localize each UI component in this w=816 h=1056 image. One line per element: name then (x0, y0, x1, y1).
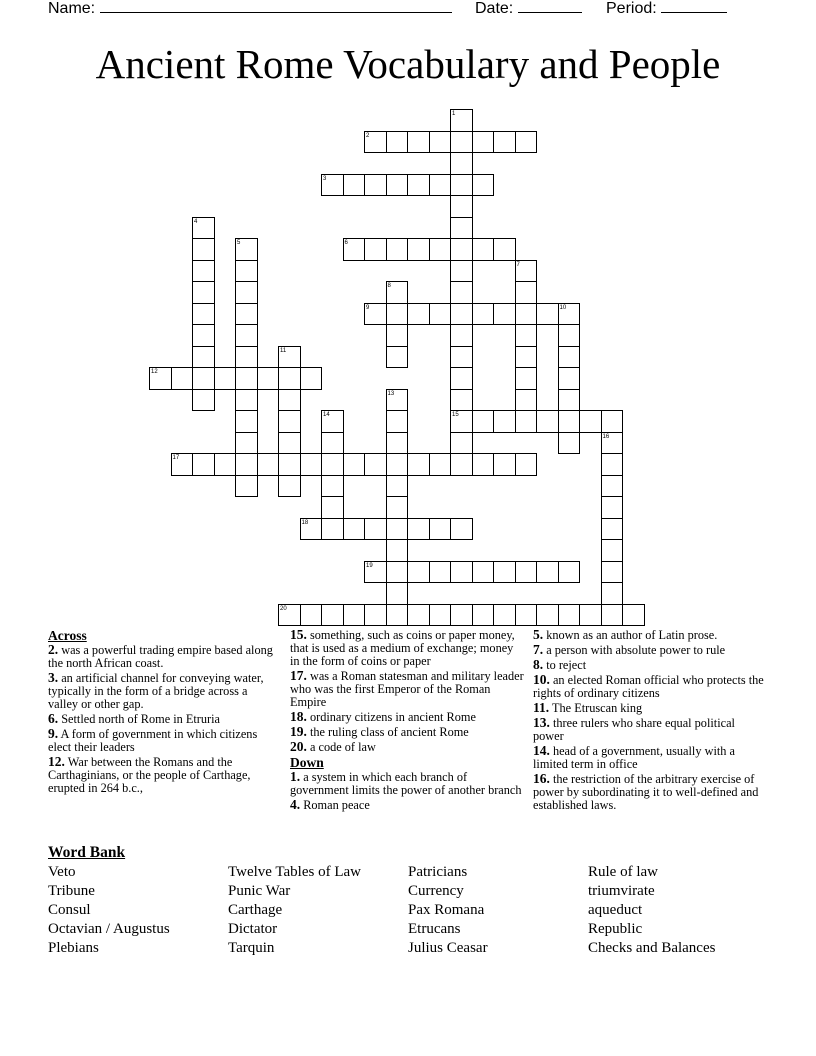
grid-cell[interactable] (579, 410, 602, 433)
word-bank-item: Patricians (408, 864, 468, 880)
clue-number-4: 4 (194, 218, 198, 225)
grid-cell[interactable] (622, 604, 645, 627)
period-field[interactable] (606, 0, 727, 18)
grid-cell[interactable] (278, 367, 301, 390)
clue-across-2: 2. was a powerful trading empire based along the north African coast. (48, 642, 273, 670)
word-bank-item: aqueduct (588, 902, 643, 918)
word-bank-item: Pax Romana (408, 902, 485, 918)
name-field[interactable] (48, 0, 452, 18)
grid-cell[interactable] (429, 131, 452, 154)
grid-cell[interactable] (558, 410, 581, 433)
grid-cell[interactable] (601, 518, 624, 541)
grid-cell[interactable] (386, 453, 409, 476)
grid-cell[interactable] (515, 324, 538, 347)
name-line[interactable] (100, 0, 452, 13)
grid-cell[interactable] (386, 238, 409, 261)
grid-cell[interactable] (472, 303, 495, 326)
grid-cell[interactable] (364, 238, 387, 261)
grid-cell[interactable] (278, 410, 301, 433)
clue-number-7: 7 (516, 261, 520, 268)
grid-cell[interactable] (450, 432, 473, 455)
clue-down-8: 8. to reject (533, 657, 587, 672)
clues-column-1 (48, 628, 274, 796)
grid-cell[interactable] (321, 604, 344, 627)
clue-across-18: 18. ordinary citizens in ancient Rome (290, 709, 476, 724)
grid-cell[interactable] (450, 152, 473, 175)
grid-cell[interactable] (601, 561, 624, 584)
grid-cell[interactable] (493, 238, 516, 261)
grid-cell[interactable] (386, 496, 409, 519)
grid-cell[interactable] (515, 303, 538, 326)
clue-down-4: 4. Roman peace (290, 797, 370, 812)
word-bank-item: Etrucans (408, 921, 461, 937)
clue-number-14: 14 (323, 412, 330, 418)
down-heading: Down (290, 755, 324, 770)
clue-number-16: 16 (602, 433, 610, 440)
grid-cell[interactable] (558, 367, 581, 390)
word-bank-item: Rule of law (588, 864, 658, 880)
grid-cell[interactable] (321, 432, 344, 455)
grid-cell[interactable] (407, 303, 430, 326)
grid-cell[interactable] (386, 475, 409, 498)
grid-cell[interactable] (192, 389, 215, 412)
clue-number-17: 17 (172, 455, 180, 461)
grid-cell[interactable] (429, 174, 452, 197)
grid-cell[interactable] (192, 260, 215, 283)
page-title: Ancient Rome Vocabulary and People (95, 41, 721, 87)
word-bank-item: Twelve Tables of Law (228, 864, 361, 880)
clue-number-3: 3 (323, 175, 327, 182)
grid-cell[interactable] (450, 453, 473, 476)
grid-cell[interactable] (515, 604, 538, 627)
clue-down-10: 10. an elected Roman official who protects the rights of ordinary citizens (533, 672, 764, 700)
grid-cell[interactable] (515, 410, 538, 433)
grid-cell[interactable] (278, 453, 301, 476)
period-line[interactable] (661, 0, 727, 13)
clue-number-12: 12 (151, 369, 158, 375)
grid-cell[interactable] (278, 389, 301, 412)
clue-number-15: 15 (452, 412, 459, 418)
clue-across-15: 15. something, such as coins or paper money, that is used as a medium of exchange; money in the form of coins or paper (290, 627, 515, 668)
grid-cell[interactable] (558, 432, 581, 455)
grid-cell[interactable] (343, 174, 366, 197)
clue-number-18: 18 (301, 519, 309, 526)
grid-cell[interactable] (515, 281, 538, 304)
grid-cell[interactable] (450, 604, 473, 627)
grid-cell[interactable] (386, 604, 409, 627)
grid-cell[interactable] (558, 389, 581, 412)
clue-across-17: 17. was a Roman statesman and military leader who was the first Emperor of the Roman Empire (290, 668, 524, 709)
grid-cell[interactable] (601, 496, 624, 519)
grid-cell[interactable] (450, 561, 473, 584)
clue-down-1: 1. a system in which each branch of government limits the power of another branch (290, 769, 522, 797)
grid-cell[interactable] (450, 324, 473, 347)
grid-cell[interactable] (235, 432, 258, 455)
clues-column-2 (290, 628, 525, 813)
grid-cell[interactable] (472, 410, 495, 433)
clue-down-11: 11. The Etruscan king (533, 700, 643, 715)
grid-cell[interactable] (171, 367, 194, 390)
word-bank-item: Veto (48, 864, 76, 880)
grid-cell[interactable] (343, 518, 366, 541)
grid-cell[interactable] (493, 131, 516, 154)
grid-cell[interactable] (321, 518, 344, 541)
grid-cell[interactable] (450, 303, 473, 326)
grid-cell[interactable] (450, 260, 473, 283)
grid-cell[interactable] (386, 131, 409, 154)
word-bank-item: Octavian / Augustus (48, 921, 170, 937)
grid-cell[interactable] (472, 174, 495, 197)
grid-cell[interactable] (515, 131, 538, 154)
grid-cell[interactable] (407, 238, 430, 261)
grid-cell[interactable] (493, 303, 516, 326)
grid-cell[interactable] (364, 174, 387, 197)
word-bank-item: Republic (588, 921, 643, 937)
grid-cell[interactable] (601, 604, 624, 627)
word-bank-item: Punic War (228, 883, 291, 899)
grid-cell[interactable] (515, 367, 538, 390)
clue-across-3: 3. an artificial channel for conveying water, typically in the form of a bridge across a valley or other gap. (48, 670, 264, 711)
grid-cell[interactable] (601, 539, 624, 562)
grid-cell[interactable] (235, 281, 258, 304)
across-heading: Across (48, 628, 87, 643)
grid-cell[interactable] (343, 604, 366, 627)
word-bank-item: Currency (408, 883, 464, 899)
grid-cell[interactable] (235, 389, 258, 412)
clue-number-2: 2 (366, 132, 370, 139)
grid-cell[interactable] (493, 410, 516, 433)
clue-down-13: 13. three rulers who share equal political power (533, 715, 735, 743)
grid-cell[interactable] (257, 453, 280, 476)
grid-cell[interactable] (386, 518, 409, 541)
grid-cell[interactable] (536, 303, 559, 326)
grid-cell[interactable] (278, 475, 301, 498)
grid-cell[interactable] (386, 346, 409, 369)
clue-across-19: 19. the ruling class of ancient Rome (290, 724, 469, 739)
grid-cell[interactable] (450, 217, 473, 240)
grid-cell[interactable] (472, 131, 495, 154)
period-label: Period: (606, 0, 657, 17)
grid-cell[interactable] (601, 475, 624, 498)
word-bank-item: Julius Ceasar (408, 940, 488, 956)
clue-across-9: 9. A form of government in which citizens elect their leaders (48, 726, 258, 754)
grid-cell[interactable] (214, 367, 237, 390)
grid-cell[interactable] (192, 453, 215, 476)
grid-cell[interactable] (515, 453, 538, 476)
clue-number-13: 13 (387, 390, 395, 397)
grid-cell[interactable] (386, 324, 409, 347)
grid-cell[interactable] (429, 238, 452, 261)
grid-cell[interactable] (450, 518, 473, 541)
grid-cell[interactable] (321, 496, 344, 519)
grid-cell[interactable] (558, 346, 581, 369)
clue-across-12: 12. War between the Romans and the Carthaginians, or the people of Carthage, erupted in 264 b.c., (48, 754, 251, 795)
word-bank-item: Tarquin (228, 940, 275, 956)
grid-cell[interactable] (386, 303, 409, 326)
grid-cell[interactable] (558, 561, 581, 584)
grid-cell[interactable] (235, 260, 258, 283)
grid-cell[interactable] (386, 174, 409, 197)
date-field[interactable] (475, 0, 582, 18)
clue-number-8: 8 (387, 283, 391, 289)
grid-cell[interactable] (300, 604, 323, 627)
grid-cell[interactable] (407, 604, 430, 627)
clue-number-19: 19 (366, 562, 373, 569)
grid-cell[interactable] (235, 367, 258, 390)
clue-across-6: 6. Settled north of Rome in Etruria (48, 711, 221, 726)
grid-cell[interactable] (386, 410, 409, 433)
grid-cell[interactable] (300, 367, 323, 390)
grid-cell[interactable] (450, 195, 473, 218)
grid-cell[interactable] (429, 303, 452, 326)
grid-cell[interactable] (257, 367, 280, 390)
grid-cell[interactable] (472, 561, 495, 584)
grid-cell[interactable] (450, 346, 473, 369)
grid-cell[interactable] (386, 539, 409, 562)
grid-cell[interactable] (407, 453, 430, 476)
grid-cell[interactable] (472, 453, 495, 476)
grid-cell[interactable] (278, 432, 301, 455)
grid-cell[interactable] (407, 518, 430, 541)
grid-cell[interactable] (364, 604, 387, 627)
grid-cell[interactable] (429, 453, 452, 476)
grid-cell[interactable] (536, 561, 559, 584)
clue-number-10: 10 (559, 304, 567, 311)
grid-cell[interactable] (429, 518, 452, 541)
word-bank-column-2 (228, 863, 361, 958)
clues-column-3 (533, 628, 768, 813)
grid-cell[interactable] (493, 453, 516, 476)
grid-cell[interactable] (407, 174, 430, 197)
clue-number-6: 6 (344, 240, 348, 246)
grid-cell[interactable] (364, 518, 387, 541)
clue-number-9: 9 (366, 304, 370, 311)
grid-cell[interactable] (300, 453, 323, 476)
word-bank-item: Checks and Balances (588, 940, 716, 956)
word-bank-item: Plebians (48, 940, 99, 956)
clue-number-5: 5 (237, 240, 241, 246)
grid-cell[interactable] (235, 410, 258, 433)
word-bank-title: Word Bank (48, 844, 126, 861)
grid-cell[interactable] (386, 582, 409, 605)
word-bank-column-3 (408, 863, 488, 958)
grid-cell[interactable] (192, 324, 215, 347)
grid-cell[interactable] (515, 389, 538, 412)
grid-cell[interactable] (192, 281, 215, 304)
grid-cell[interactable] (235, 324, 258, 347)
date-line[interactable] (518, 0, 582, 13)
grid-cell[interactable] (601, 410, 624, 433)
grid-cell[interactable] (601, 582, 624, 605)
grid-cell[interactable] (192, 367, 215, 390)
clue-across-20: 20. a code of law (290, 739, 376, 754)
grid-cell[interactable] (536, 604, 559, 627)
grid-cell[interactable] (343, 453, 366, 476)
grid-cell[interactable] (493, 604, 516, 627)
grid-cell[interactable] (386, 432, 409, 455)
clue-number-11: 11 (280, 347, 287, 354)
word-bank-item: Dictator (228, 921, 278, 937)
grid-cell[interactable] (450, 281, 473, 304)
word-bank-item: triumvirate (588, 883, 655, 899)
grid-cell[interactable] (192, 238, 215, 261)
clue-down-14: 14. head of a government, usually with a limited term in office (533, 743, 735, 771)
grid-cell[interactable] (429, 604, 452, 627)
word-bank-item: Consul (48, 902, 91, 918)
grid-cell[interactable] (493, 561, 516, 584)
grid-cell[interactable] (192, 303, 215, 326)
grid-cell[interactable] (472, 604, 495, 627)
grid-cell[interactable] (192, 346, 215, 369)
grid-cell[interactable] (450, 389, 473, 412)
grid-cell[interactable] (407, 131, 430, 154)
word-bank-item: Tribune (48, 883, 95, 899)
grid-cell[interactable] (450, 131, 473, 154)
grid-cell[interactable] (472, 238, 495, 261)
clue-down-5: 5. known as an author of Latin prose. (533, 627, 718, 642)
word-bank-item: Carthage (228, 902, 283, 918)
grid-cell[interactable] (536, 410, 559, 433)
grid-cell[interactable] (235, 475, 258, 498)
grid-cell[interactable] (235, 346, 258, 369)
clue-down-7: 7. a person with absolute power to rule (533, 642, 726, 657)
grid-cell[interactable] (364, 453, 387, 476)
grid-cell[interactable] (515, 346, 538, 369)
grid-cell[interactable] (450, 367, 473, 390)
grid-cell[interactable] (235, 303, 258, 326)
clue-down-16: 16. the restriction of the arbitrary exercise of power by subordinating it to well-defined and established laws. (533, 771, 759, 812)
name-label: Name: (48, 0, 96, 17)
word-bank-column-4 (588, 863, 715, 958)
grid-cell[interactable] (450, 238, 473, 261)
date-label: Date: (475, 0, 514, 17)
clue-number-20: 20 (280, 605, 287, 612)
grid-cell[interactable] (321, 475, 344, 498)
grid-cell[interactable] (407, 561, 430, 584)
grid-cell[interactable] (386, 561, 409, 584)
grid-cell[interactable] (515, 561, 538, 584)
grid-cell[interactable] (558, 604, 581, 627)
grid-cell[interactable] (601, 453, 624, 476)
word-bank-column-1 (48, 863, 170, 958)
grid-cell[interactable] (214, 453, 237, 476)
grid-cell[interactable] (579, 604, 602, 627)
grid-cell[interactable] (321, 453, 344, 476)
clue-number-1: 1 (452, 111, 456, 117)
grid-cell[interactable] (429, 561, 452, 584)
grid-cell[interactable] (558, 324, 581, 347)
grid-cell[interactable] (450, 174, 473, 197)
grid-cell[interactable] (235, 453, 258, 476)
